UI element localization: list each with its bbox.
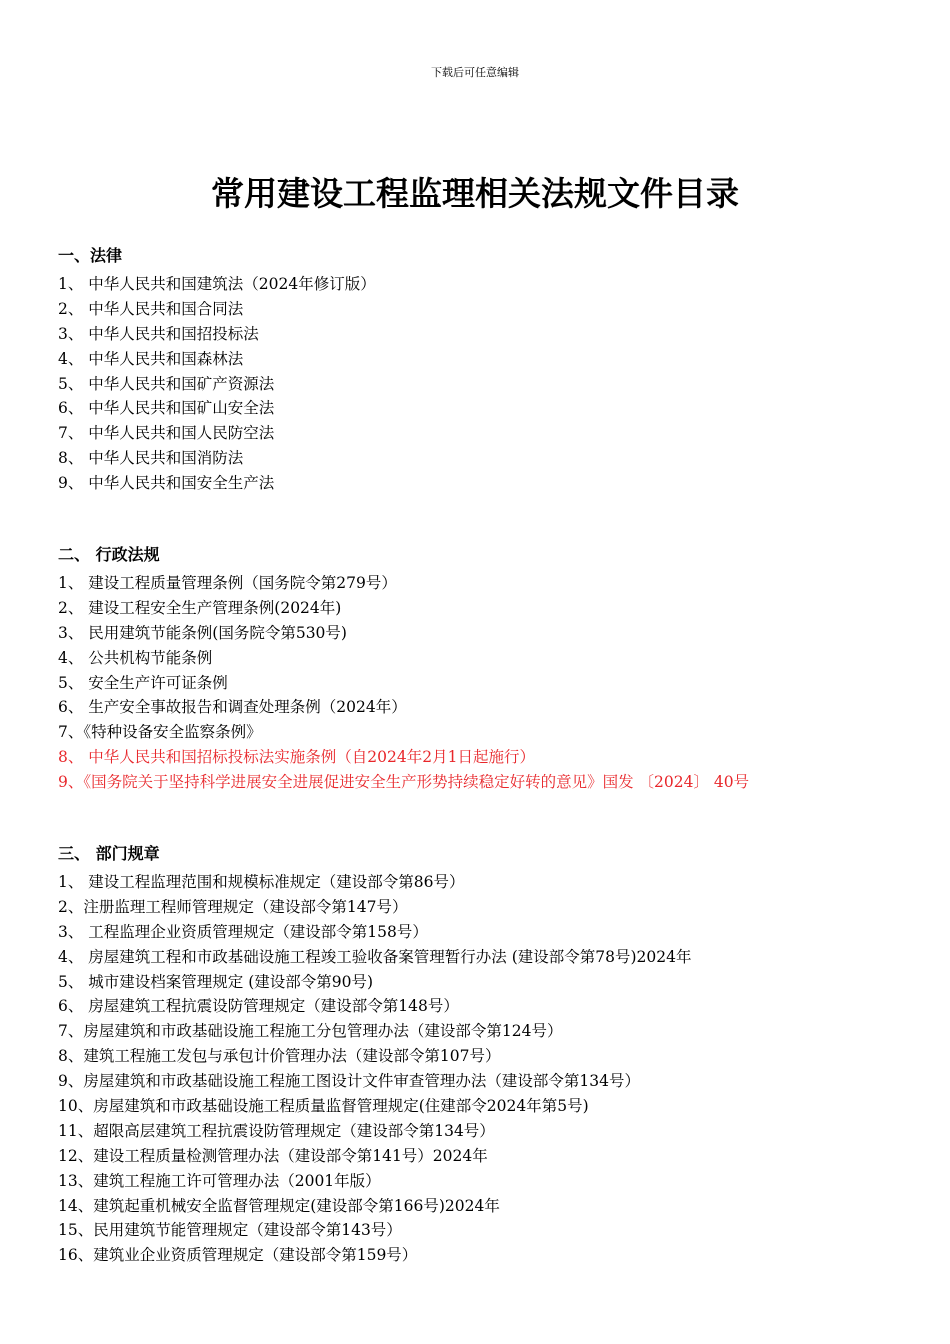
list-item: 16、建筑业企业资质管理规定（建设部令第159号） bbox=[58, 1246, 418, 1265]
list-item: 5、 中华人民共和国矿产资源法 bbox=[58, 374, 275, 393]
list-item: 8、 中华人民共和国消防法 bbox=[58, 449, 244, 468]
list-item: 9、房屋建筑和市政基础设施工程施工图设计文件审查管理办法（建设部令第134号） bbox=[58, 1072, 640, 1091]
section-heading: 一、法律 bbox=[58, 246, 123, 265]
section-administrative-regulations bbox=[58, 545, 938, 795]
list-item: 3、 中华人民共和国招投标法 bbox=[58, 324, 259, 343]
section-heading: 二、 行政法规 bbox=[58, 545, 160, 564]
list-item: 9、《国务院关于坚持科学进展安全进展促进安全生产形势持续稳定好转的意见》国发 〔2024〕 40号 bbox=[58, 773, 750, 792]
list-item: 1、 建设工程监理范围和规模标准规定（建设部令第86号） bbox=[58, 873, 465, 891]
list-item: 4、 房屋建筑工程和市政基础设施工程竣工验收备案管理暂行办法 (建设部令第78号)2024年 bbox=[58, 947, 692, 966]
list-item: 8、建筑工程施工发包与承包计价管理办法（建设部令第107号） bbox=[58, 1047, 501, 1066]
item-list bbox=[58, 571, 938, 795]
list-item: 8、 中华人民共和国招标投标法实施条例（自2024年2月1日起施行） bbox=[58, 748, 535, 767]
list-item: 11、超限高层建筑工程抗震设防管理规定（建设部令第134号） bbox=[58, 1121, 495, 1140]
list-item: 7、房屋建筑和市政基础设施工程施工分包管理办法（建设部令第124号） bbox=[58, 1022, 563, 1041]
document-title: 常用建设工程监理相关法规文件目录 bbox=[211, 174, 739, 213]
list-item: 12、建设工程质量检测管理办法（建设部令第141号）2024年 bbox=[58, 1146, 488, 1165]
list-item: 5、 城市建设档案管理规定 (建设部令第90号) bbox=[58, 972, 374, 991]
list-item: 7、 中华人民共和国人民防空法 bbox=[58, 424, 275, 443]
list-item: 3、 工程监理企业资质管理规定（建设部令第158号） bbox=[58, 922, 428, 941]
list-item: 2、 建设工程安全生产管理条例(2024年) bbox=[58, 598, 342, 617]
list-item: 6、 中华人民共和国矿山安全法 bbox=[58, 399, 275, 418]
list-item: 1、 中华人民共和国建筑法（2024年修订版） bbox=[58, 275, 376, 293]
list-item: 2、 中华人民共和国合同法 bbox=[58, 299, 244, 318]
list-item: 7、《特种设备安全监察条例》 bbox=[58, 723, 262, 742]
list-item: 2、注册监理工程师管理规定（建设部令第147号） bbox=[58, 897, 408, 916]
list-item: 6、 房屋建筑工程抗震设防管理规定（建设部令第148号） bbox=[58, 997, 459, 1016]
item-list bbox=[58, 272, 938, 496]
list-item: 10、房屋建筑和市政基础设施工程质量监督管理规定(住建部令2024年第5号) bbox=[58, 1097, 589, 1116]
list-item: 4、 公共机构节能条例 bbox=[58, 648, 213, 667]
list-item: 9、 中华人民共和国安全生产法 bbox=[58, 474, 275, 493]
list-item: 4、 中华人民共和国森林法 bbox=[58, 349, 244, 368]
list-item: 3、 民用建筑节能条例(国务院令第530号) bbox=[58, 623, 347, 642]
header-note: 下载后可任意编辑 bbox=[431, 66, 519, 79]
list-item: 14、建筑起重机械安全监督管理规定(建设部令第166号)2024年 bbox=[58, 1196, 500, 1215]
section-departmental-rules bbox=[58, 844, 938, 1268]
list-item: 13、建筑工程施工许可管理办法（2001年版） bbox=[58, 1171, 381, 1190]
list-item: 15、民用建筑节能管理规定（建设部令第143号） bbox=[58, 1221, 402, 1240]
item-list bbox=[58, 870, 938, 1268]
list-item: 5、 安全生产许可证条例 bbox=[58, 673, 228, 692]
section-heading: 三、 部门规章 bbox=[58, 844, 160, 863]
section-laws bbox=[58, 246, 938, 496]
list-item: 6、 生产安全事故报告和调查处理条例（2024年） bbox=[58, 698, 407, 717]
list-item: 1、 建设工程质量管理条例（国务院令第279号） bbox=[58, 574, 397, 592]
